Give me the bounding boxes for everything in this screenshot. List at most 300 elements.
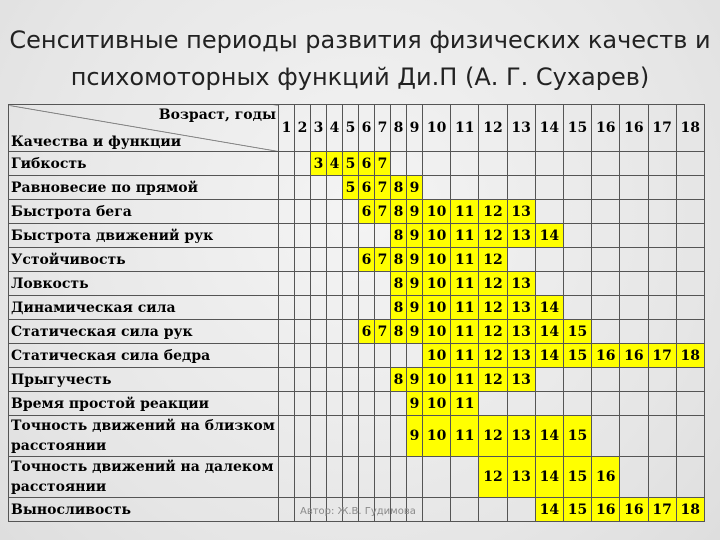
empty-cell — [620, 416, 648, 457]
sensitive-period-cell: 12 — [479, 200, 507, 224]
empty-cell — [311, 416, 327, 457]
empty-cell — [343, 272, 359, 296]
empty-cell — [359, 457, 375, 498]
empty-cell — [423, 457, 451, 498]
empty-cell — [375, 416, 391, 457]
empty-cell — [535, 152, 563, 176]
table-row — [9, 248, 705, 272]
empty-cell — [563, 176, 591, 200]
empty-cell — [295, 392, 311, 416]
empty-cell — [343, 200, 359, 224]
empty-cell — [592, 320, 620, 344]
sensitive-period-cell: 13 — [507, 416, 535, 457]
empty-cell — [479, 392, 507, 416]
empty-cell — [279, 176, 295, 200]
empty-cell — [311, 248, 327, 272]
empty-cell — [311, 457, 327, 498]
sensitive-period-cell: 16 — [620, 344, 648, 368]
sensitive-period-cell: 7 — [375, 152, 391, 176]
empty-cell — [423, 152, 451, 176]
sensitive-period-cell: 11 — [451, 392, 479, 416]
empty-cell — [676, 152, 704, 176]
sensitive-period-cell: 12 — [479, 368, 507, 392]
empty-cell — [375, 272, 391, 296]
empty-cell — [359, 392, 375, 416]
header-row — [9, 105, 705, 152]
sensitive-period-cell: 11 — [451, 248, 479, 272]
empty-cell — [479, 176, 507, 200]
age-header-cell: 10 — [423, 105, 451, 152]
empty-cell — [451, 176, 479, 200]
sensitive-period-cell: 11 — [451, 416, 479, 457]
empty-cell — [451, 152, 479, 176]
quality-label: Гибкость — [9, 152, 279, 176]
empty-cell — [592, 200, 620, 224]
table-row — [9, 152, 705, 176]
quality-label: Равновесие по прямой — [9, 176, 279, 200]
table-row — [9, 368, 705, 392]
empty-cell — [327, 368, 343, 392]
sensitive-period-cell: 8 — [391, 224, 407, 248]
quality-label: Ловкость — [9, 272, 279, 296]
age-header-cell: 13 — [507, 105, 535, 152]
sensitive-period-cell: 8 — [391, 248, 407, 272]
sensitive-period-cell: 5 — [343, 176, 359, 200]
empty-cell — [676, 272, 704, 296]
empty-cell — [563, 272, 591, 296]
sensitive-period-cell: 9 — [407, 320, 423, 344]
sensitive-period-cell: 4 — [327, 152, 343, 176]
empty-cell — [479, 498, 507, 522]
empty-cell — [343, 320, 359, 344]
sensitive-period-cell: 10 — [423, 320, 451, 344]
empty-cell — [676, 392, 704, 416]
quality-label: Быстрота бега — [9, 200, 279, 224]
age-header-cell: 1 — [279, 105, 295, 152]
empty-cell — [676, 320, 704, 344]
sensitive-period-cell: 11 — [451, 368, 479, 392]
empty-cell — [295, 368, 311, 392]
quality-label: Прыгучесть — [9, 368, 279, 392]
sensitive-period-cell: 12 — [479, 320, 507, 344]
empty-cell — [620, 296, 648, 320]
empty-cell — [279, 320, 295, 344]
sensitive-period-cell: 12 — [479, 224, 507, 248]
empty-cell — [311, 392, 327, 416]
empty-cell — [620, 457, 648, 498]
empty-cell — [279, 368, 295, 392]
sensitive-period-cell: 13 — [507, 200, 535, 224]
empty-cell — [391, 152, 407, 176]
age-header-cell: 16 — [592, 105, 620, 152]
empty-cell — [311, 320, 327, 344]
empty-cell — [295, 457, 311, 498]
empty-cell — [620, 320, 648, 344]
empty-cell — [343, 344, 359, 368]
sensitive-period-cell: 14 — [535, 320, 563, 344]
table-row — [9, 320, 705, 344]
sensitive-period-cell: 13 — [507, 457, 535, 498]
empty-cell — [407, 344, 423, 368]
empty-cell — [648, 416, 676, 457]
sensitive-period-cell: 13 — [507, 296, 535, 320]
sensitive-period-cell: 16 — [592, 457, 620, 498]
empty-cell — [535, 176, 563, 200]
sensitive-period-cell: 12 — [479, 457, 507, 498]
empty-cell — [391, 416, 407, 457]
sensitive-period-cell: 15 — [563, 416, 591, 457]
sensitive-period-cell: 9 — [407, 224, 423, 248]
quality-label: Время простой реакции — [9, 392, 279, 416]
empty-cell — [407, 152, 423, 176]
sensitive-period-cell: 14 — [535, 344, 563, 368]
table-row — [9, 200, 705, 224]
empty-cell — [295, 224, 311, 248]
empty-cell — [676, 248, 704, 272]
empty-cell — [592, 272, 620, 296]
sensitive-period-cell: 9 — [407, 368, 423, 392]
empty-cell — [343, 248, 359, 272]
sensitive-period-cell: 11 — [451, 272, 479, 296]
header-corner — [9, 105, 279, 152]
sensitive-period-cell: 13 — [507, 320, 535, 344]
sensitive-period-cell: 11 — [451, 320, 479, 344]
empty-cell — [311, 200, 327, 224]
age-header-cell: 12 — [479, 105, 507, 152]
empty-cell — [563, 248, 591, 272]
empty-cell — [391, 344, 407, 368]
empty-cell — [563, 224, 591, 248]
empty-cell — [375, 457, 391, 498]
empty-cell — [295, 320, 311, 344]
empty-cell — [648, 200, 676, 224]
empty-cell — [311, 368, 327, 392]
table-row — [9, 416, 705, 457]
sensitive-period-cell: 7 — [375, 176, 391, 200]
sensitive-period-cell: 7 — [375, 248, 391, 272]
empty-cell — [648, 176, 676, 200]
empty-cell — [375, 296, 391, 320]
sensitive-period-cell: 10 — [423, 416, 451, 457]
empty-cell — [343, 224, 359, 248]
empty-cell — [375, 344, 391, 368]
empty-cell — [676, 457, 704, 498]
empty-cell — [507, 152, 535, 176]
empty-cell — [648, 224, 676, 248]
empty-cell — [295, 272, 311, 296]
age-header-cell: 8 — [391, 105, 407, 152]
age-header-cell: 3 — [311, 105, 327, 152]
sensitive-period-cell: 14 — [535, 296, 563, 320]
empty-cell — [592, 416, 620, 457]
author-watermark: Автор: Ж.В. Гудимова — [300, 506, 416, 517]
empty-cell — [563, 368, 591, 392]
empty-cell — [343, 368, 359, 392]
sensitive-period-cell: 12 — [479, 272, 507, 296]
sensitive-period-cell: 5 — [343, 152, 359, 176]
age-header-cell: 6 — [359, 105, 375, 152]
table-row — [9, 344, 705, 368]
empty-cell — [620, 272, 648, 296]
sensitive-period-cell: 8 — [391, 296, 407, 320]
empty-cell — [327, 296, 343, 320]
empty-cell — [648, 152, 676, 176]
age-header-cell: 4 — [327, 105, 343, 152]
age-header-cell: 9 — [407, 105, 423, 152]
age-header-cell: 11 — [451, 105, 479, 152]
empty-cell — [535, 392, 563, 416]
age-header-label: Возраст, годы — [158, 107, 276, 123]
empty-cell — [391, 392, 407, 416]
sensitive-period-cell: 13 — [507, 272, 535, 296]
sensitive-period-cell: 15 — [563, 344, 591, 368]
empty-cell — [451, 498, 479, 522]
empty-cell — [563, 296, 591, 320]
empty-cell — [375, 368, 391, 392]
sensitive-period-cell: 17 — [648, 344, 676, 368]
sensitive-period-cell: 15 — [563, 498, 591, 522]
empty-cell — [592, 296, 620, 320]
empty-cell — [359, 224, 375, 248]
empty-cell — [620, 224, 648, 248]
age-header-cell: 2 — [295, 105, 311, 152]
quality-label: Статическая сила бедра — [9, 344, 279, 368]
empty-cell — [620, 368, 648, 392]
sensitive-period-cell: 12 — [479, 416, 507, 457]
empty-cell — [648, 296, 676, 320]
sensitive-period-cell: 9 — [407, 392, 423, 416]
quality-label: Выносливость — [9, 498, 279, 522]
empty-cell — [648, 248, 676, 272]
sensitive-period-cell: 14 — [535, 457, 563, 498]
empty-cell — [592, 152, 620, 176]
empty-cell — [279, 392, 295, 416]
empty-cell — [359, 296, 375, 320]
empty-cell — [535, 368, 563, 392]
empty-cell — [375, 392, 391, 416]
empty-cell — [563, 392, 591, 416]
sensitive-period-cell: 8 — [391, 200, 407, 224]
empty-cell — [295, 296, 311, 320]
sensitive-period-cell: 9 — [407, 200, 423, 224]
sensitive-period-cell: 12 — [479, 344, 507, 368]
quality-label: Точность движений на далеком расстоянии — [9, 457, 279, 498]
empty-cell — [359, 368, 375, 392]
empty-cell — [327, 272, 343, 296]
sensitive-period-cell: 6 — [359, 320, 375, 344]
empty-cell — [327, 248, 343, 272]
sensitive-period-cell: 8 — [391, 272, 407, 296]
sensitive-period-cell: 12 — [479, 296, 507, 320]
sensitive-period-cell: 13 — [507, 368, 535, 392]
slide-title: Сенситивные периоды развития физических качеств и психомоторных функций Ди.П (А. Г. Сухарев) — [9, 26, 711, 91]
empty-cell — [279, 248, 295, 272]
sensitive-period-cell: 12 — [479, 248, 507, 272]
sensitive-period-cell: 11 — [451, 224, 479, 248]
sensitive-period-cell: 11 — [451, 296, 479, 320]
sensitive-period-cell: 3 — [311, 152, 327, 176]
empty-cell — [620, 200, 648, 224]
sensitive-period-cell: 6 — [359, 152, 375, 176]
sensitive-period-cell: 6 — [359, 176, 375, 200]
empty-cell — [279, 498, 295, 522]
empty-cell — [423, 176, 451, 200]
sensitive-period-cell: 14 — [535, 224, 563, 248]
sensitive-period-cell: 16 — [620, 498, 648, 522]
quality-label: Динамическая сила — [9, 296, 279, 320]
age-header-cell: 17 — [648, 105, 676, 152]
empty-cell — [535, 272, 563, 296]
empty-cell — [343, 457, 359, 498]
quality-label: Точность движений на близком расстоянии — [9, 416, 279, 457]
empty-cell — [359, 272, 375, 296]
sensitive-period-cell: 15 — [563, 320, 591, 344]
sensitive-period-cell: 18 — [676, 498, 704, 522]
sensitive-period-cell: 9 — [407, 176, 423, 200]
empty-cell — [620, 248, 648, 272]
sensitive-period-cell: 10 — [423, 248, 451, 272]
quality-label: Статическая сила рук — [9, 320, 279, 344]
table-row — [9, 176, 705, 200]
empty-cell — [279, 296, 295, 320]
sensitive-period-cell: 10 — [423, 224, 451, 248]
empty-cell — [563, 152, 591, 176]
empty-cell — [451, 457, 479, 498]
age-header-cell: 18 — [676, 105, 704, 152]
empty-cell — [620, 152, 648, 176]
sensitive-period-cell: 8 — [391, 320, 407, 344]
empty-cell — [279, 152, 295, 176]
sensitive-period-cell: 8 — [391, 176, 407, 200]
empty-cell — [620, 176, 648, 200]
empty-cell — [343, 416, 359, 457]
empty-cell — [407, 457, 423, 498]
quality-label: Быстрота движений рук — [9, 224, 279, 248]
empty-cell — [295, 416, 311, 457]
table-row — [9, 392, 705, 416]
empty-cell — [676, 368, 704, 392]
quality-label: Устойчивость — [9, 248, 279, 272]
empty-cell — [279, 272, 295, 296]
table-row — [9, 272, 705, 296]
age-header-cell: 7 — [375, 105, 391, 152]
empty-cell — [279, 224, 295, 248]
sensitive-period-cell: 10 — [423, 272, 451, 296]
empty-cell — [592, 368, 620, 392]
table-row — [9, 296, 705, 320]
empty-cell — [507, 498, 535, 522]
empty-cell — [279, 457, 295, 498]
empty-cell — [648, 457, 676, 498]
empty-cell — [676, 200, 704, 224]
sensitive-period-cell: 10 — [423, 200, 451, 224]
empty-cell — [676, 296, 704, 320]
empty-cell — [648, 368, 676, 392]
empty-cell — [311, 296, 327, 320]
sensitive-period-cell: 11 — [451, 344, 479, 368]
empty-cell — [648, 320, 676, 344]
sensitive-periods-table — [8, 104, 705, 522]
empty-cell — [535, 248, 563, 272]
sensitive-period-cell: 10 — [423, 344, 451, 368]
age-header-cell: 14 — [535, 105, 563, 152]
empty-cell — [327, 457, 343, 498]
empty-cell — [676, 176, 704, 200]
empty-cell — [295, 200, 311, 224]
empty-cell — [648, 272, 676, 296]
sensitive-period-cell: 17 — [648, 498, 676, 522]
empty-cell — [327, 320, 343, 344]
empty-cell — [359, 416, 375, 457]
empty-cell — [676, 416, 704, 457]
empty-cell — [311, 224, 327, 248]
empty-cell — [327, 224, 343, 248]
empty-cell — [479, 152, 507, 176]
empty-cell — [592, 176, 620, 200]
empty-cell — [507, 176, 535, 200]
empty-cell — [311, 272, 327, 296]
sensitive-period-cell: 14 — [535, 498, 563, 522]
empty-cell — [620, 392, 648, 416]
empty-cell — [535, 200, 563, 224]
empty-cell — [343, 392, 359, 416]
sensitive-period-cell: 7 — [375, 320, 391, 344]
age-header-cell: 15 — [563, 105, 591, 152]
sensitive-period-cell: 14 — [535, 416, 563, 457]
empty-cell — [648, 392, 676, 416]
empty-cell — [343, 296, 359, 320]
empty-cell — [295, 248, 311, 272]
sensitive-period-cell: 6 — [359, 248, 375, 272]
sensitive-period-cell: 13 — [507, 344, 535, 368]
age-header-cell: 5 — [343, 105, 359, 152]
empty-cell — [295, 176, 311, 200]
sensitive-period-cell: 10 — [423, 392, 451, 416]
empty-cell — [563, 200, 591, 224]
empty-cell — [375, 224, 391, 248]
empty-cell — [391, 457, 407, 498]
empty-cell — [295, 344, 311, 368]
sensitive-period-cell: 10 — [423, 296, 451, 320]
empty-cell — [279, 344, 295, 368]
sensitive-period-cell: 7 — [375, 200, 391, 224]
empty-cell — [327, 392, 343, 416]
age-header-cell: 16 — [620, 105, 648, 152]
sensitive-period-cell: 16 — [592, 344, 620, 368]
sensitive-period-cell: 16 — [592, 498, 620, 522]
empty-cell — [592, 392, 620, 416]
empty-cell — [327, 176, 343, 200]
sensitive-period-cell: 11 — [451, 200, 479, 224]
sensitive-period-cell: 9 — [407, 272, 423, 296]
empty-cell — [507, 392, 535, 416]
empty-cell — [279, 200, 295, 224]
sensitive-period-cell: 18 — [676, 344, 704, 368]
empty-cell — [423, 498, 451, 522]
empty-cell — [592, 224, 620, 248]
sensitive-period-cell: 15 — [563, 457, 591, 498]
empty-cell — [676, 224, 704, 248]
sensitive-period-cell: 8 — [391, 368, 407, 392]
empty-cell — [359, 344, 375, 368]
empty-cell — [295, 152, 311, 176]
table-row — [9, 224, 705, 248]
empty-cell — [507, 248, 535, 272]
empty-cell — [327, 200, 343, 224]
empty-cell — [327, 344, 343, 368]
empty-cell — [592, 248, 620, 272]
qualities-header-label: Качества и функции — [11, 134, 182, 150]
